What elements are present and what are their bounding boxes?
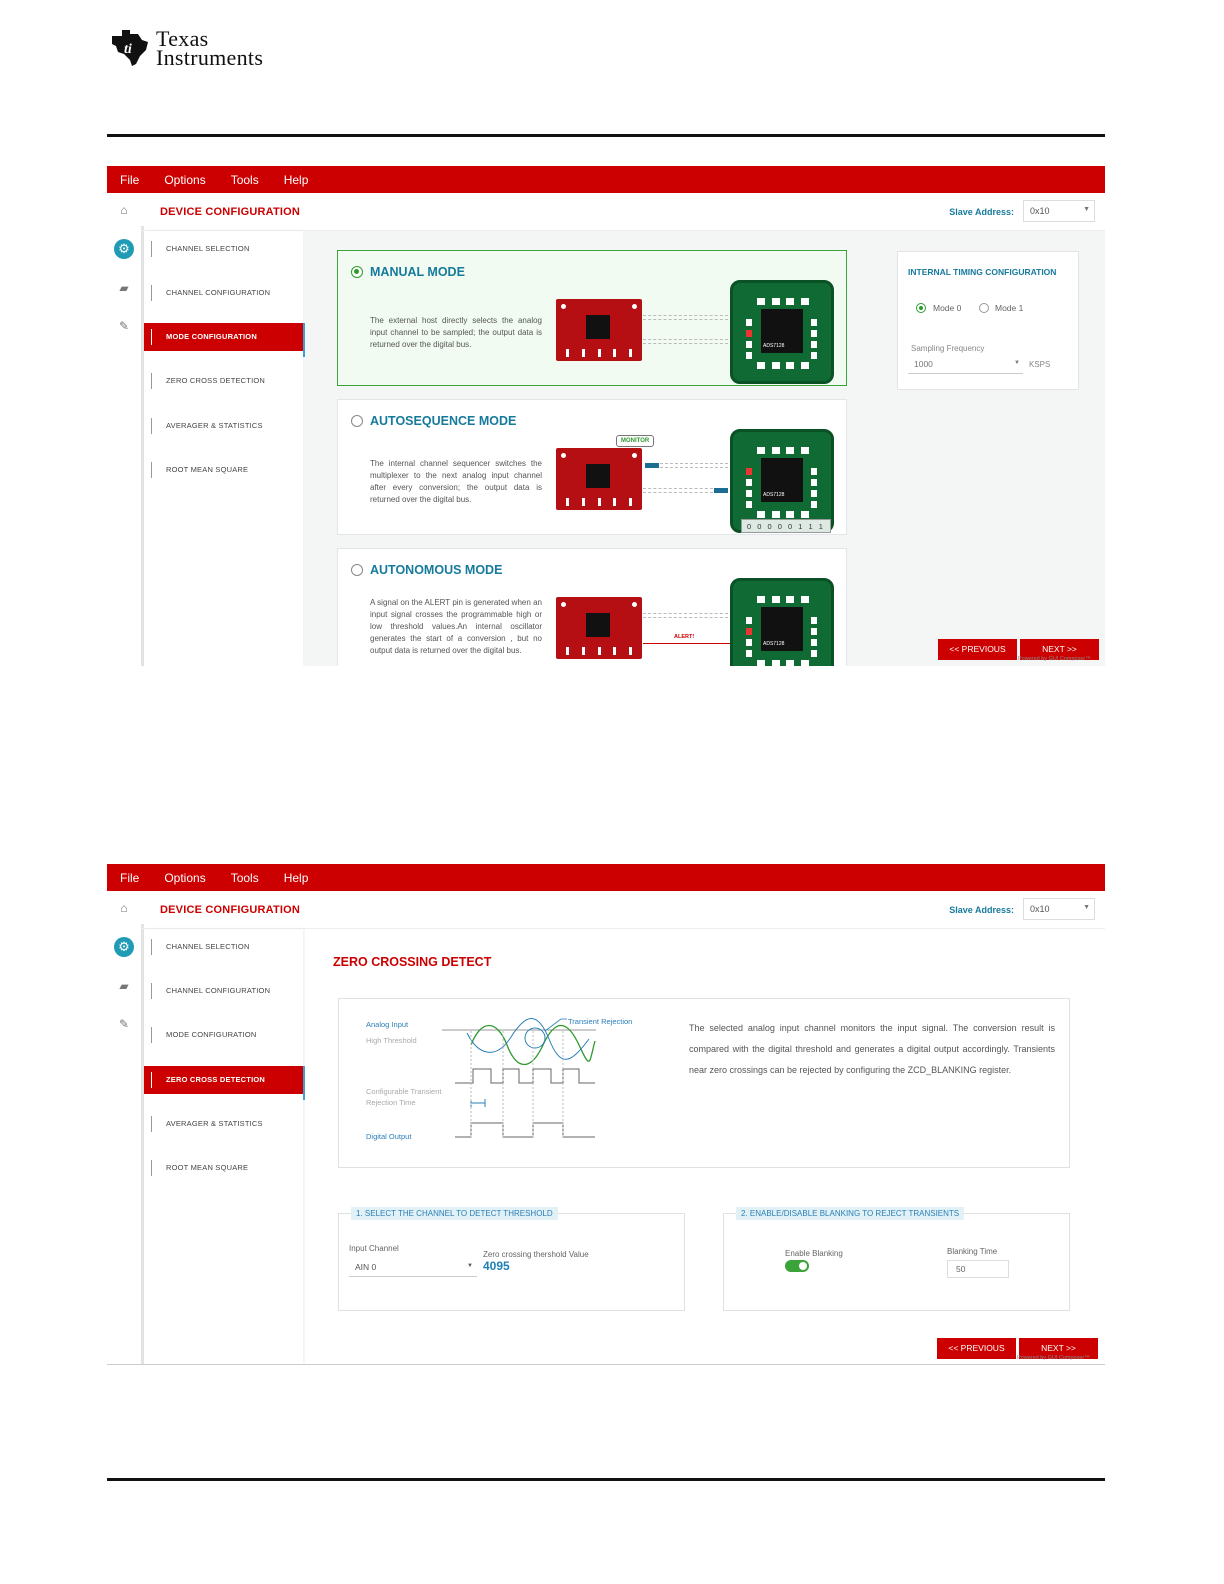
slave-address-label: Slave Address: <box>949 905 1014 915</box>
pencil-icon[interactable]: ✎ <box>118 319 130 333</box>
mode-card-autonomous[interactable] <box>337 548 847 666</box>
gear-icon[interactable]: ⚙ <box>114 239 134 259</box>
screenshot-zero-cross-detection <box>107 864 1105 1364</box>
zero-crossing-waveform <box>439 1011 609 1161</box>
menu-help[interactable]: Help <box>283 172 309 187</box>
mcu-board-image <box>556 597 642 659</box>
powered-by: Powered by GUI Composer™ <box>1017 1355 1090 1361</box>
menu-bar <box>107 864 1105 891</box>
autosequence-mode-radio[interactable] <box>351 415 363 427</box>
mode-card-autosequence[interactable] <box>337 399 847 535</box>
footer-rule <box>107 1478 1105 1481</box>
blanking-time-label: Blanking Time <box>947 1247 998 1256</box>
side-nav <box>144 231 303 666</box>
menu-options[interactable]: Options <box>164 870 206 885</box>
adc-board-image: ADS7128 <box>730 578 834 666</box>
mode0-radio[interactable] <box>916 303 926 313</box>
previous-button[interactable]: << PREVIOUS <box>938 639 1017 660</box>
transient-time-label-1: Configurable Transient <box>366 1087 442 1096</box>
menu-file[interactable]: File <box>120 870 140 885</box>
digital-output-label: Digital Output <box>366 1132 412 1141</box>
page-title: DEVICE CONFIGURATION <box>160 206 301 218</box>
mode-title: AUTOSEQUENCE MODE <box>370 414 517 428</box>
threshold-value: 4095 <box>483 1259 510 1273</box>
svg-text:ti: ti <box>124 42 132 57</box>
threshold-label: Zero crossing thershold Value <box>483 1250 589 1259</box>
mode1-label: Mode 1 <box>995 303 1024 313</box>
manual-mode-radio[interactable] <box>351 266 363 278</box>
section1-legend: 1. SELECT THE CHANNEL TO DETECT THRESHOLD <box>351 1207 558 1220</box>
sampling-frequency-label: Sampling Frequency <box>911 344 985 353</box>
menu-file[interactable]: File <box>120 172 140 187</box>
menu-tools[interactable]: Tools <box>230 172 259 187</box>
section-select-channel <box>338 1209 685 1311</box>
nav-averager-statistics[interactable]: AVERAGER & STATISTICS <box>144 412 303 440</box>
chevron-down-icon: ▼ <box>1083 904 1090 911</box>
slave-address-select[interactable]: 0x10 ▼ <box>1023 200 1095 222</box>
texas-state-logo-icon <box>108 26 152 70</box>
timing-config-panel <box>897 251 1079 390</box>
chart-icon[interactable]: ▰ <box>119 281 129 295</box>
nav-zero-cross-detection[interactable]: ZERO CROSS DETECTION <box>144 1066 303 1094</box>
monitor-tag: MONITOR <box>616 435 654 447</box>
chevron-down-icon: ▼ <box>1083 206 1090 213</box>
menu-tools[interactable]: Tools <box>230 870 259 885</box>
transient-time-label-2: Rejection Time <box>366 1098 416 1107</box>
chevron-down-icon: ▼ <box>467 1263 473 1269</box>
sampling-frequency-select[interactable]: 1000 ▼ <box>908 356 1023 374</box>
content-area <box>305 929 1105 1364</box>
content-area <box>305 231 1105 666</box>
alert-label: ALERT! <box>674 634 695 640</box>
logo-line-2: Instruments <box>156 45 264 70</box>
adc-board-image: ADS7128 <box>730 429 834 533</box>
mcu-board-image <box>556 448 642 510</box>
logo-line-1: Texas <box>156 26 209 51</box>
nav-averager-statistics[interactable]: AVERAGER & STATISTICS <box>144 1110 303 1138</box>
nav-mode-configuration[interactable]: MODE CONFIGURATION <box>144 1021 303 1049</box>
previous-button[interactable]: << PREVIOUS <box>937 1338 1016 1359</box>
nav-root-mean-square[interactable]: ROOT MEAN SQUARE <box>144 456 303 484</box>
nav-root-mean-square[interactable]: ROOT MEAN SQUARE <box>144 1154 303 1182</box>
mode-card-manual[interactable] <box>337 250 847 386</box>
chart-icon[interactable]: ▰ <box>119 979 129 993</box>
menu-options[interactable]: Options <box>164 172 206 187</box>
section-title: ZERO CROSSING DETECT <box>333 955 492 969</box>
mode1-radio[interactable] <box>979 303 989 313</box>
home-icon[interactable]: ⌂ <box>120 203 128 217</box>
nav-mode-configuration[interactable]: MODE CONFIGURATION <box>144 323 303 351</box>
left-rail <box>107 891 141 1364</box>
next-button[interactable]: NEXT >> <box>1019 1338 1098 1359</box>
nav-zero-cross-detection[interactable]: ZERO CROSS DETECTION <box>144 367 303 395</box>
autonomous-mode-radio[interactable] <box>351 564 363 576</box>
nav-channel-selection[interactable]: CHANNEL SELECTION <box>144 933 303 961</box>
enable-blanking-label: Enable Blanking <box>785 1249 843 1258</box>
menu-help[interactable]: Help <box>283 870 309 885</box>
section2-legend: 2. ENABLE/DISABLE BLANKING TO REJECT TRANSIENTS <box>736 1207 964 1220</box>
mcu-board-image <box>556 299 642 361</box>
zcd-description: The selected analog input channel monitors the input signal. The conversion result is compared with the digital threshold and generates a digital output accordingly. Transients near zero crossings can be rejected by configuring the ZCD_BLANKING register. <box>689 1023 1055 1075</box>
chevron-down-icon: ▼ <box>1014 360 1020 366</box>
powered-by: Powered by GUI Composer™ <box>1018 656 1091 662</box>
mode-description: The internal channel sequencer switches the multiplexer to the next analog input channel after every conversion; the output data is returned over the digital bus. <box>370 459 542 504</box>
nav-channel-configuration[interactable]: CHANNEL CONFIGURATION <box>144 279 303 307</box>
nav-channel-selection[interactable]: CHANNEL SELECTION <box>144 235 303 263</box>
title-row <box>141 193 1105 231</box>
nav-channel-configuration[interactable]: CHANNEL CONFIGURATION <box>144 977 303 1005</box>
analog-input-label: Analog Input <box>366 1020 409 1029</box>
mode-title: MANUAL MODE <box>370 265 465 279</box>
mode-description: The external host directly selects the analog input channel to be sampled; the output data is returned over the digital bus. <box>370 316 542 349</box>
slave-address-label: Slave Address: <box>949 207 1014 217</box>
zcd-diagram-panel <box>338 998 1070 1168</box>
mode0-label: Mode 0 <box>933 303 962 313</box>
transient-rejection-label: Transient Rejection <box>568 1017 633 1026</box>
pencil-icon[interactable]: ✎ <box>118 1017 130 1031</box>
mode-description: A signal on the ALERT pin is generated when an input signal crosses the programmable high or low threshold values.An internal oscillator generates the start of a conversion , but no output data is returned over the digital bus. <box>370 598 542 655</box>
screenshot-mode-configuration <box>107 166 1105 666</box>
home-icon[interactable]: ⌂ <box>120 901 128 915</box>
channel-bits: 0 0 0 0 0 1 1 1 <box>741 519 831 533</box>
frequency-unit: KSPS <box>1029 360 1051 369</box>
input-channel-label: Input Channel <box>349 1244 399 1253</box>
slave-address-select[interactable]: 0x10 ▼ <box>1023 898 1095 920</box>
enable-blanking-toggle[interactable] <box>785 1260 809 1272</box>
adc-board-image: ADS7128 <box>730 280 834 384</box>
mode-title: AUTONOMOUS MODE <box>370 563 503 577</box>
section-blanking <box>723 1209 1070 1311</box>
blanking-time-input[interactable]: 50 <box>947 1260 1009 1278</box>
input-channel-select[interactable]: AIN 0 ▼ <box>349 1258 477 1277</box>
next-button[interactable]: NEXT >> <box>1020 639 1099 660</box>
side-nav <box>144 929 303 1364</box>
timing-title: INTERNAL TIMING CONFIGURATION <box>908 267 1057 277</box>
high-threshold-label: High Threshold <box>366 1036 417 1045</box>
page-title: DEVICE CONFIGURATION <box>160 904 301 916</box>
gear-icon[interactable]: ⚙ <box>114 937 134 957</box>
ti-logo <box>108 24 263 72</box>
menu-bar <box>107 166 1105 193</box>
header-rule <box>107 134 1105 137</box>
title-row <box>141 891 1105 929</box>
left-rail <box>107 193 141 666</box>
